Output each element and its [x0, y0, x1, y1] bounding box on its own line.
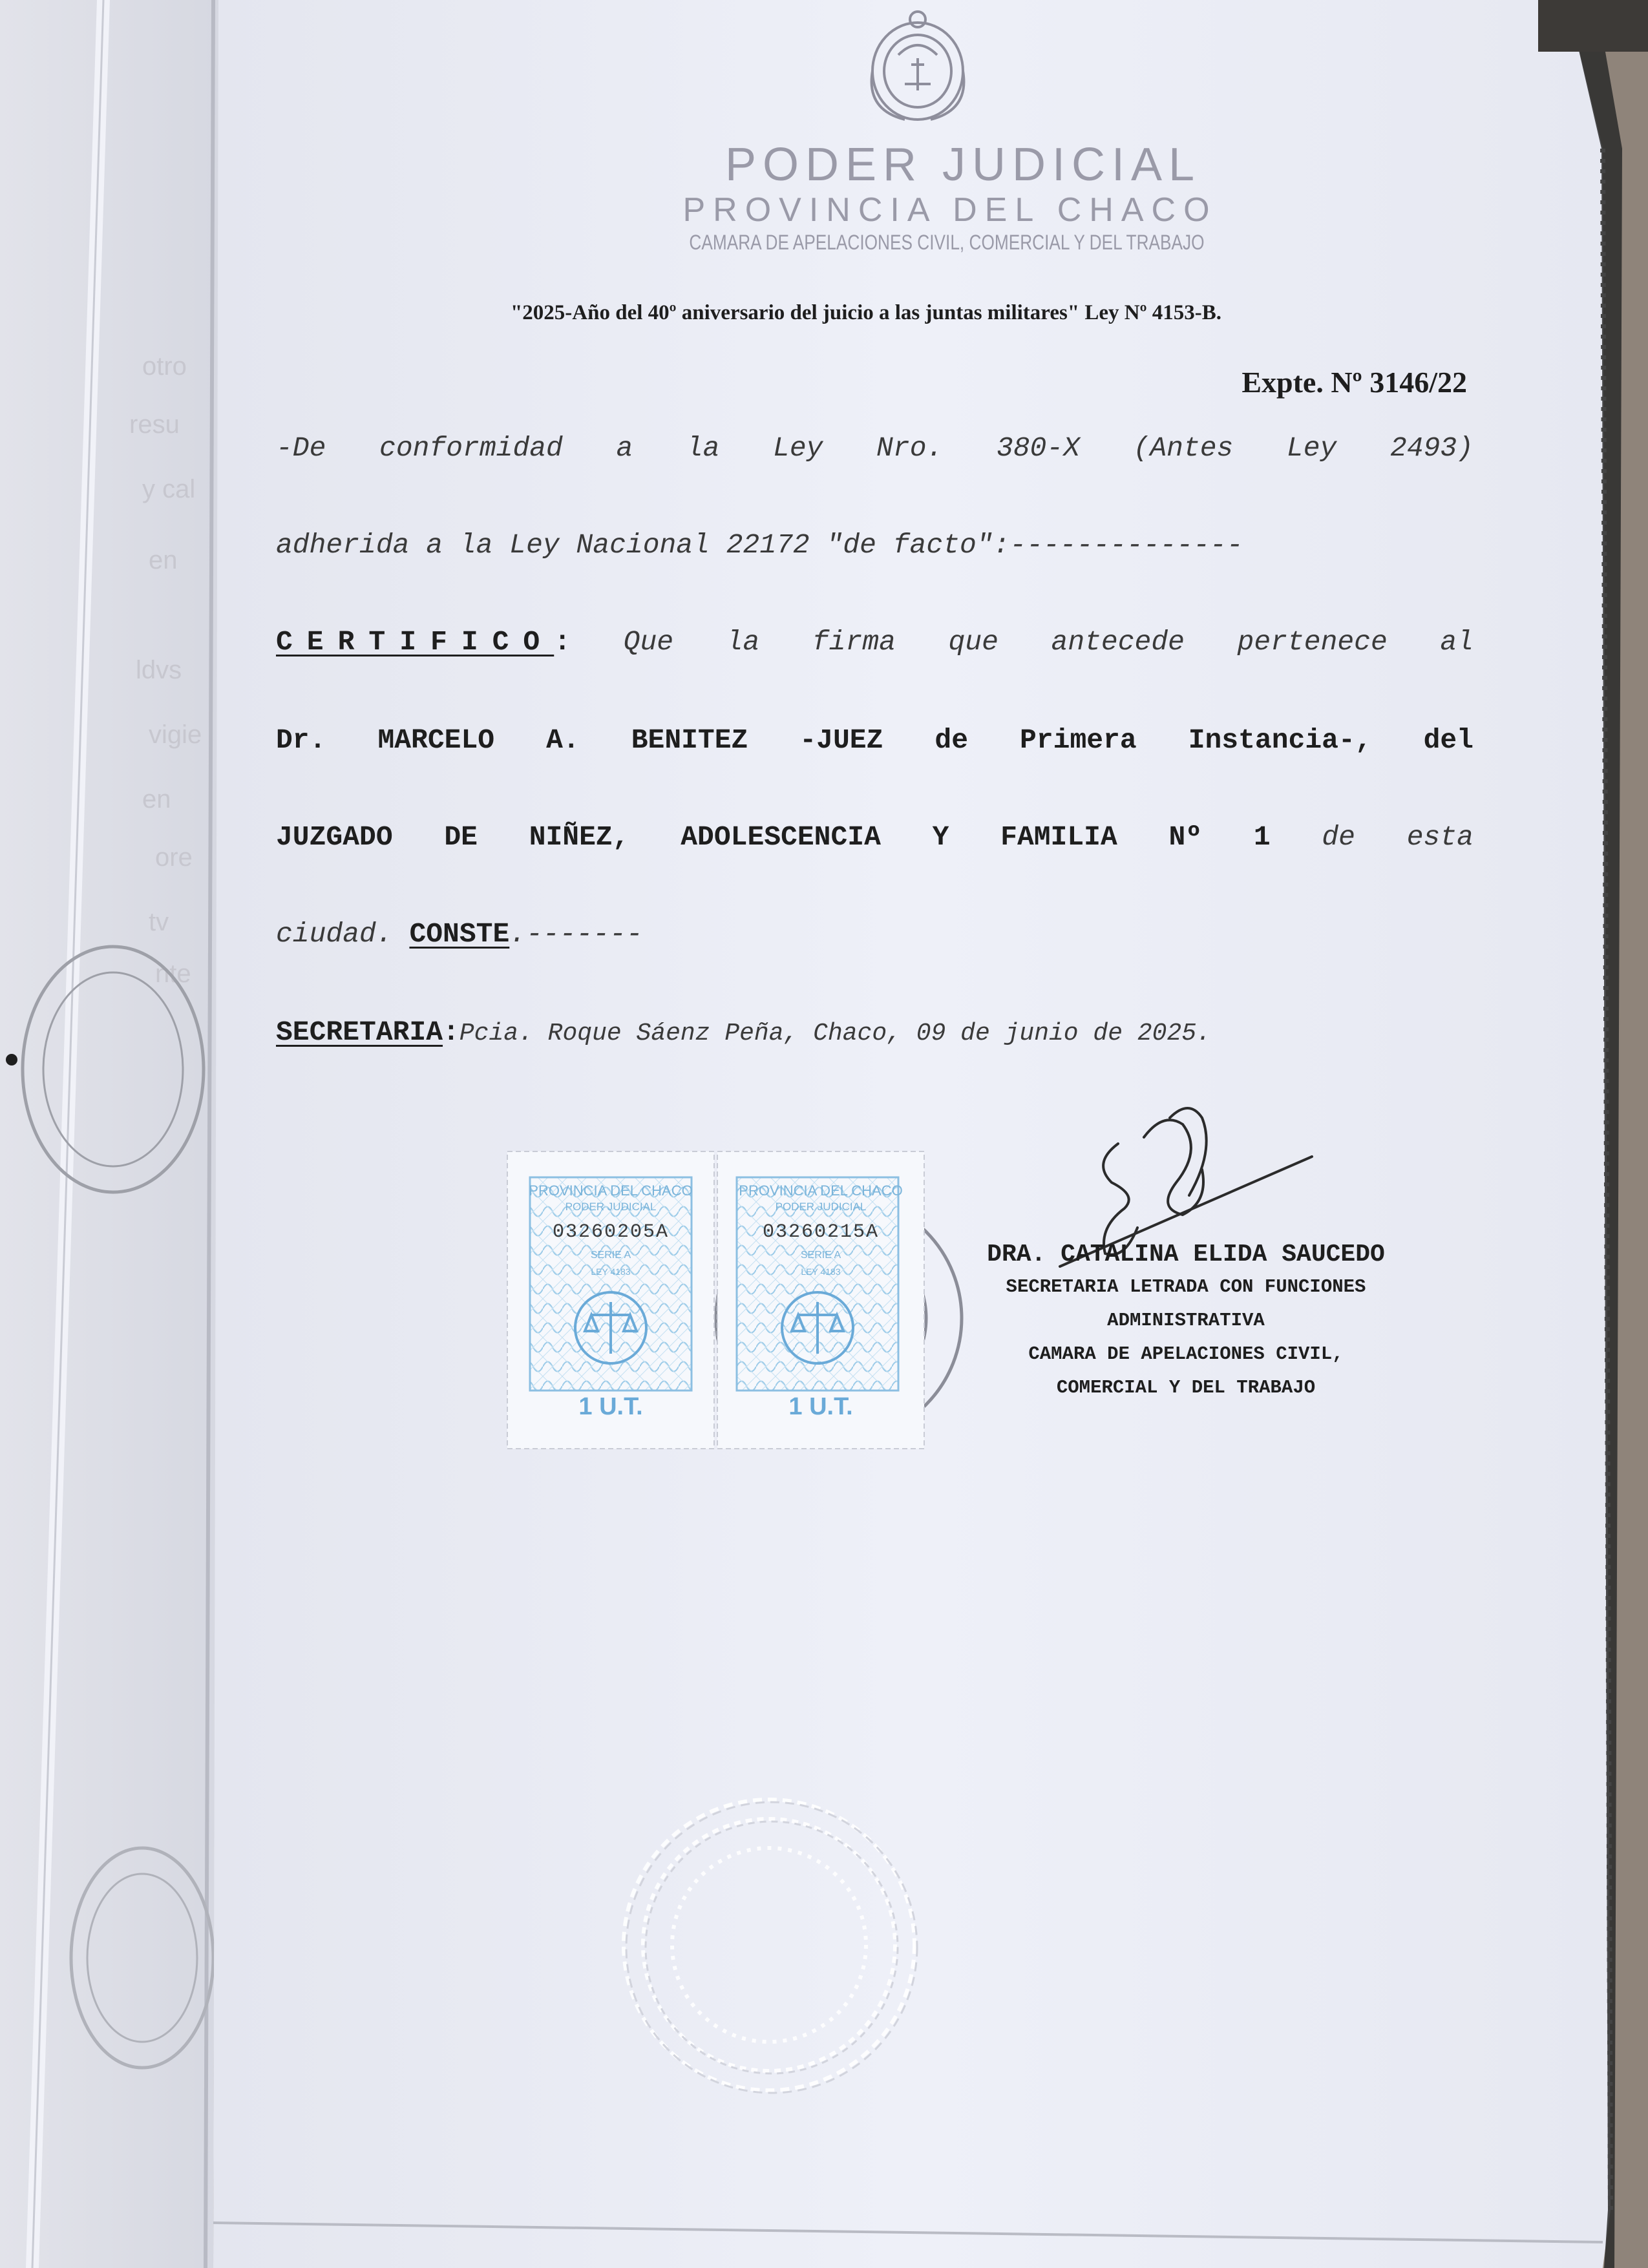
word: Y — [932, 821, 949, 853]
svg-text:en: en — [149, 546, 178, 574]
word: la — [726, 626, 760, 658]
svg-text:tv: tv — [149, 908, 169, 936]
word: FAMILIA — [1000, 821, 1117, 853]
conste-dashes: .------- — [509, 918, 643, 950]
word: al — [1440, 626, 1474, 658]
case-number: Expte. Nº 3146/22 — [1241, 366, 1467, 399]
tax-stamp-law: LEY 4183 — [591, 1266, 631, 1277]
word: antecede — [1051, 626, 1185, 658]
svg-text:vigie: vigie — [149, 720, 202, 749]
header-stamp — [672, 139, 1254, 255]
word: Dr. — [276, 724, 326, 756]
certifico-colon: : — [554, 626, 571, 658]
tax-stamp-series: SERIE A — [590, 1250, 631, 1261]
body-line-1 — [276, 430, 1474, 467]
word: 2493) — [1389, 432, 1474, 464]
word: Nro. — [876, 432, 944, 464]
header-stamp-line1: PODER JUDICIAL — [724, 139, 1201, 191]
svg-text:ore: ore — [155, 843, 193, 872]
word: del — [1423, 724, 1474, 756]
header-stamp-line2: PROVINCIA DEL CHACO — [682, 191, 1218, 229]
body-line-4 — [276, 722, 1474, 759]
svg-text:nte: nte — [155, 960, 191, 988]
word: ADOLESCENCIA — [681, 821, 881, 853]
signatory-name: DRA. CATALINA ELIDA SAUCEDO — [987, 1241, 1385, 1268]
word: a — [616, 432, 633, 464]
ciudad-text: ciudad. — [276, 918, 393, 950]
certifico-heading: CERTIFICO — [276, 626, 555, 658]
word: Ley — [1286, 432, 1337, 464]
signatory-title-line: SECRETARIA LETRADA CON FUNCIONES — [1006, 1276, 1366, 1297]
svg-text:ldvs: ldvs — [136, 656, 182, 684]
word: JUZGADO — [276, 821, 393, 853]
signature-block — [885, 1239, 1486, 1405]
word: Primera — [1020, 724, 1137, 756]
secretaria-colon: : — [443, 1016, 460, 1048]
word: Que — [623, 626, 674, 658]
svg-text:en: en — [142, 785, 171, 814]
word: esta — [1406, 821, 1474, 853]
tax-stamp-subheader: PODER JUDICIAL — [565, 1201, 657, 1213]
year-motto: "2025-Año del 40º aniversario del juicio a las juntas militares" Ley Nº 4153-B. — [510, 301, 1222, 324]
body-line-3 — [276, 624, 1474, 660]
tax-stamp-series: SERIE A — [800, 1250, 841, 1261]
tax-stamp-1 — [507, 1151, 714, 1449]
word: conformidad — [379, 432, 563, 464]
place-date: Pcia. Roque Sáenz Peña, Chaco, 09 de junio de 2025. — [459, 1020, 1211, 1047]
word: 1 — [1253, 821, 1271, 853]
word: DE — [444, 821, 478, 853]
signatory-title-line: COMERCIAL Y DEL TRABAJO — [1056, 1377, 1316, 1398]
certifico-group — [276, 624, 571, 660]
word: firma — [812, 626, 896, 658]
word: de — [935, 724, 969, 756]
word: que — [948, 626, 998, 658]
tax-stamp-header: PROVINCIA DEL CHACO — [529, 1182, 693, 1199]
word: NIÑEZ, — [529, 821, 629, 853]
body-line-7 — [276, 1014, 1474, 1052]
body-line-5 — [276, 819, 1474, 856]
tax-stamp-law: LEY 4183 — [801, 1266, 841, 1277]
tax-stamp-value: 1 U.T. — [788, 1393, 853, 1420]
secretaria-label: SECRETARIA — [276, 1016, 443, 1048]
word: -De — [276, 432, 326, 464]
svg-text:otro: otro — [142, 352, 187, 381]
signatory-title-line: ADMINISTRATIVA — [1107, 1310, 1265, 1331]
word: la — [686, 432, 720, 464]
tax-stamp-serial: 03260215A — [762, 1221, 880, 1243]
tax-stamp-serial: 03260205A — [552, 1221, 670, 1243]
tax-stamp-header: PROVINCIA DEL CHACO — [739, 1182, 903, 1199]
tax-stamp-subheader: PODER JUDICIAL — [775, 1201, 867, 1213]
word: 380-X — [996, 432, 1080, 464]
word: Nº — [1168, 821, 1203, 853]
signatory-title-line: CAMARA DE APELACIONES CIVIL, — [1028, 1343, 1344, 1365]
svg-text:y cal: y cal — [142, 475, 196, 503]
tax-stamp-value: 1 U.T. — [578, 1393, 643, 1420]
header-stamp-line3: CAMARA DE APELACIONES CIVIL, COMERCIAL Y DEL TRABAJO — [689, 231, 1205, 254]
word: (Antes — [1133, 432, 1234, 464]
word: -JUEZ — [799, 724, 883, 756]
conste-label: CONSTE — [409, 918, 510, 950]
word: Ley — [773, 432, 823, 464]
svg-text:resu: resu — [129, 410, 180, 439]
body-line-6 — [276, 916, 1474, 952]
word: Instancia-, — [1188, 724, 1372, 756]
word: MARCELO — [377, 724, 495, 756]
word: BENITEZ — [631, 724, 748, 756]
body-line-2: adherida a la Ley Nacional 22172 "de facto":-------------- — [276, 529, 1243, 561]
word: de — [1322, 821, 1355, 853]
word: pertenece — [1237, 626, 1388, 658]
word: A. — [546, 724, 580, 756]
